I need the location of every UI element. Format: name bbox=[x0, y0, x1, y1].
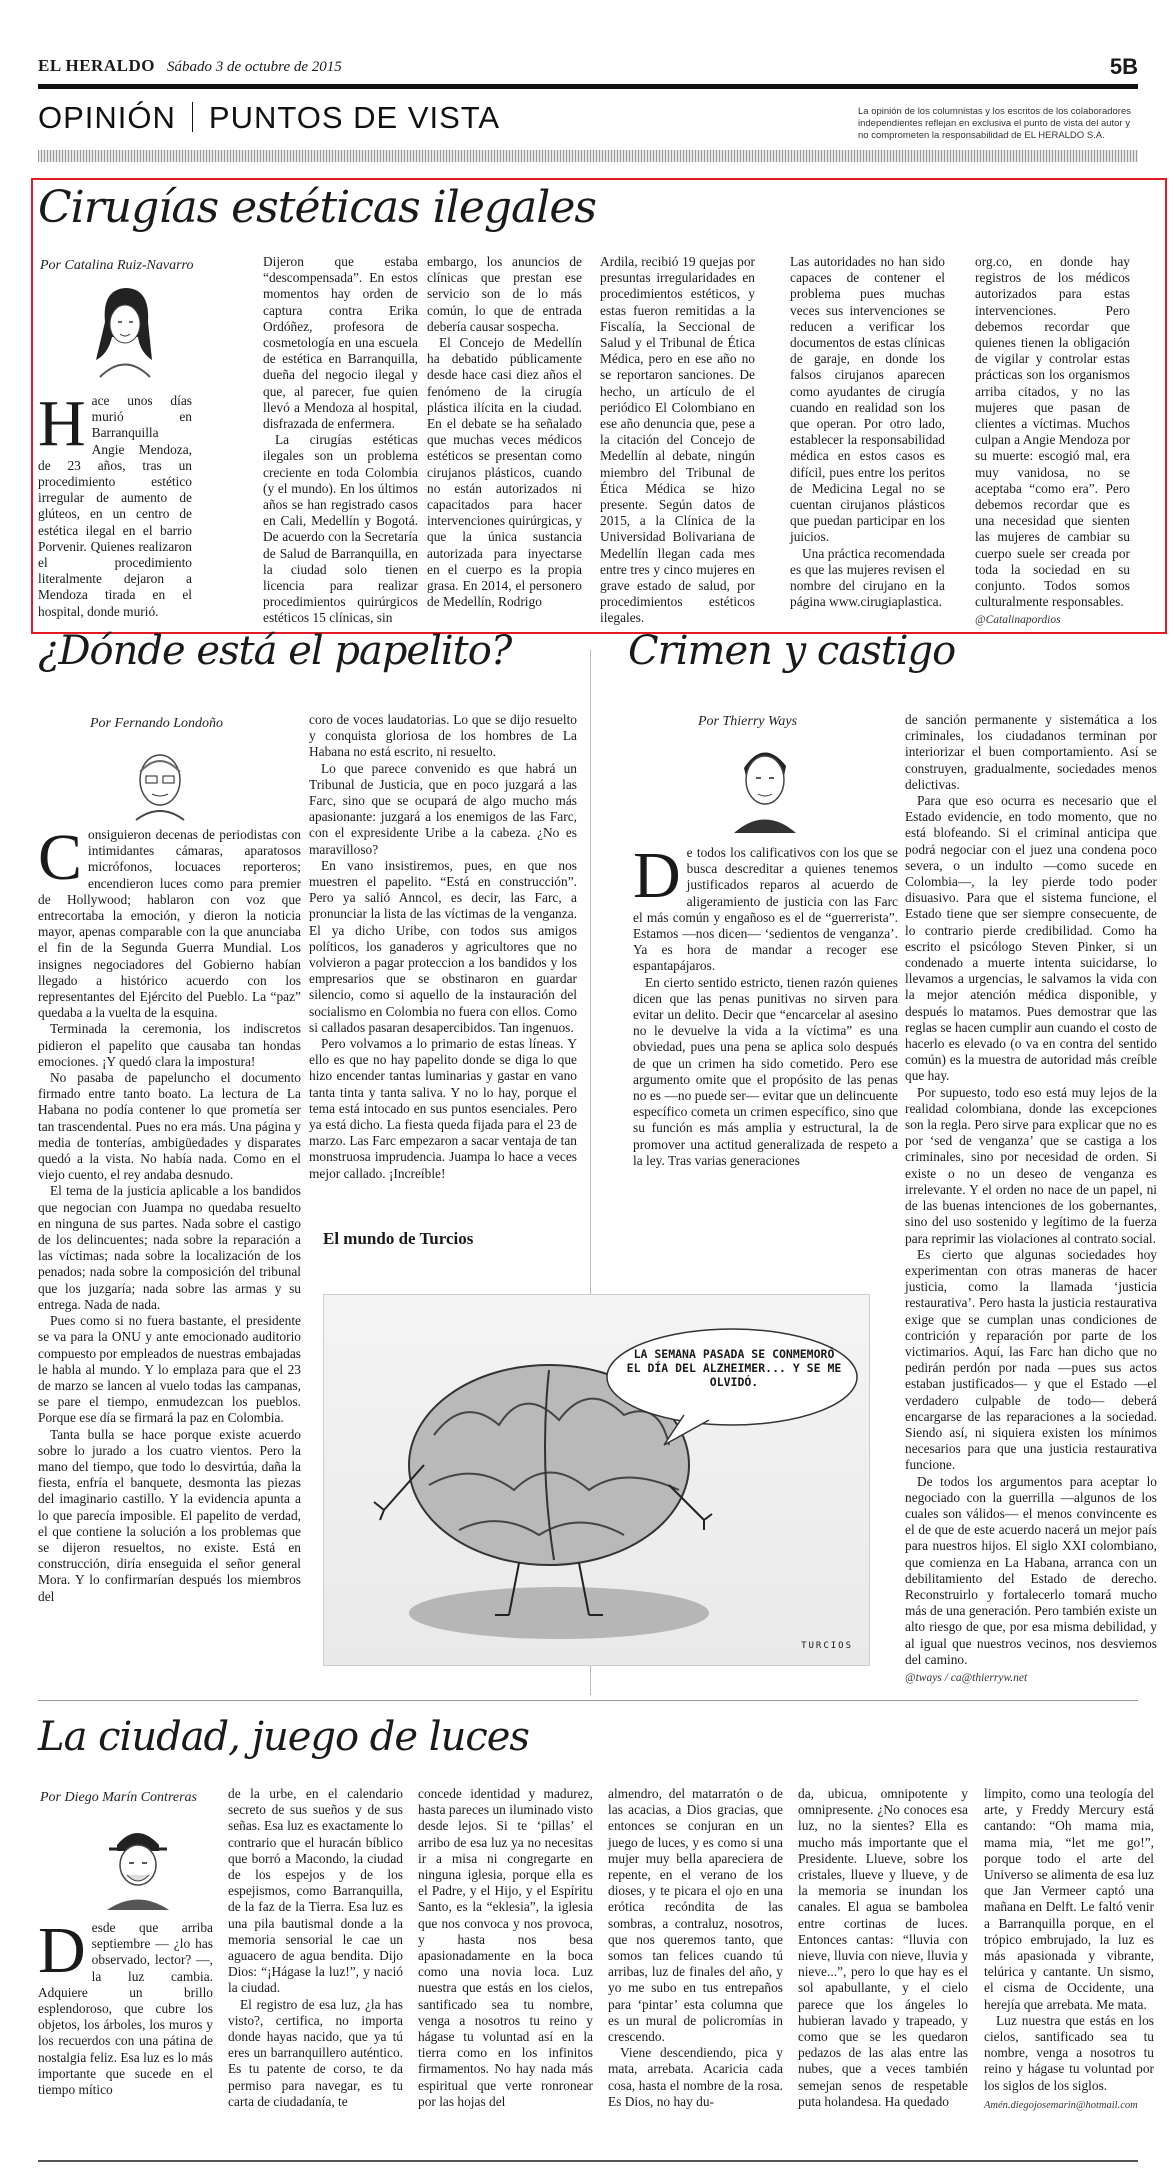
article-body-luces-col4 bbox=[608, 1786, 783, 2110]
page-number: 5B bbox=[1109, 54, 1138, 79]
paragraph: La cirugías estéticas ilegales son un problema creciente en toda Colombia (y el mundo). En los últimos años se han registrado casos en Cali, Medellín y Bogotá. De acuerdo con la Secretaría de Salud de Barranquilla, en la ciudad solo tienen licencia para realizar procedimientos quirúrgicos estéticos 15 clínicas, sin bbox=[263, 432, 418, 626]
paragraph: esde que arriba septiembre — ¿lo has observado, lector? —, la luz cambia. Adquiere un brillo esplendoroso, que cubre los objetos, los árboles, los muros y los recuerdos con una pátina de nostalgia feliz. Esa luz es lo más importante que sucede en el tiempo mítico bbox=[38, 1920, 213, 2098]
signature-cirugias: @Catalinapordios bbox=[975, 614, 1061, 627]
paragraph: Una práctica recomendada es que las mujeres revisen el nombre del cirujano en la página www.cirugiaplastica. bbox=[790, 545, 945, 610]
paragraph: En vano insistiremos, pues, en que nos muestren el papelito. “Está en construcción”. Pero ya salió Anncol, es decir, las Farc, a pronunciar la lista de las víctimas de la venganza. El ya dicho Uribe, con todos sus amigos políticos, los ganaderos y agricultores que no volvieron a pagar proteccion a los bandidos y los empresarios que se obstinaron en guardar silencio, como si aquello de la instauración del socialismo en Colombia no fuera con ellos. Como si callados pasaran desapercibidos. Tan ingenuos. bbox=[309, 857, 577, 1035]
paragraph: Terminada la ceremonia, los indiscretos pidieron el papelito que causaba tan hondas emociones. ¡Y quedó clara la impostura! bbox=[38, 1021, 301, 1069]
article-body-papelito-col2 bbox=[309, 712, 577, 1182]
article-body-luces-col5 bbox=[798, 1786, 968, 2110]
article-body-crimen-col1 bbox=[633, 839, 898, 1169]
paragraph: Lo que parece convenido es que habrá un Tribunal de Justicia, que en poco juzgará a las Farc, sino que se ocupará de algo mucho más apasionante: juzgará a los enemigos de las Farc, con el expresidente Uribe a la cabeza. ¿No es maravilloso? bbox=[309, 760, 577, 857]
author-portrait-luces bbox=[95, 1815, 180, 1910]
paragraph: Las autoridades no han sido capaces de contener el problema pues muchas veces sus intervenciones se reducen a verificar los documentos de estas clínicas de garaje, en donde los falsos cirujanos aparecen como ayudantes de cirugía cuando en realidad son los que operan. Por otro lado, establecer la responsabilidad médica en estos casos es difícil, pues entre los peritos de Medicina Legal no se cuentan cirujanos plásticos que puedan participar en los juicios. bbox=[790, 254, 945, 545]
paragraph: Por supuesto, todo eso está muy lejos de la realidad colombiana, donde las excepciones son la regla. Pero sirve para explicar que no es por ‘sed de venganza’ que se castiga a los criminales, sino por necesidad de orden. Si existe o no un deseo de venganza es irrelevante. Y el orden no nace de un papel, ni de las buenas intenciones de los gobernantes, sino del uso sostenido y legítimo de la fuerza para reprimir las violaciones al contrato social. bbox=[905, 1084, 1157, 1246]
article-body-cirugias-col1 bbox=[38, 387, 192, 620]
cartoon-image bbox=[323, 1294, 870, 1666]
paragraph: Pues como si no fuera bastante, el presidente se va para la ONU y ante emocionado auditorio compuesto por empleados de nuestras embajadas le habla al mundo. Y lo emplaza para que el 23 de marzo se lancen al vuelo todas las campanas, se pare el tiempo, enmudezcan los pueblos. Porque ese día se firmará la paz en Colombia. bbox=[38, 1313, 301, 1426]
section-name: OPINIÓN bbox=[38, 100, 176, 135]
paragraph: almendro, del matarratón o de las acacias, a Dios gracias, que entonces se conjuran en un juego de luces, y es como si una mujer muy bella apareciera de repente, en el verano de los dioses, y te picara el ojo en una erótica recóndita de las sombras, a contraluz, nosotros, que nos queremos tanto, que somos tan felices cuando tú arribas, luz de finales del año, y yo me subo en tus entrepaños para ‘pintar’ esta columna que es un mural de policromías in crescendo. bbox=[608, 1786, 783, 2045]
paragraph: da, ubicua, omnipotente y omnipresente. ¿No conoces esa luz, no la sientes? Ella es mucho más importante que el Presidente. Llueve, sobre los cristales, llueve y llueve, y de la memoria se inundan los canales. El agua se bambolea entre cortinas de luces. Entonces cantas: “lluvia con nieve, lluvia con nieve, lluvia y nieve...”, pero lo que hay es el sol apabullante, y el cielo parece que los ángeles lo hubieran lavado y trapeado, y como que se les quedaron pedazos de las alas entre las nubes, que a veces también semejan senos de respetable puta holandesa. Ha quedado bbox=[798, 1786, 968, 2109]
paragraph: ace unos días murió en Barranquilla Angie Mendoza, de 23 años, tras un procedimiento estético irregular de aumento de glúteos, en un centro de estética ilegal en el barrio Porvenir. Quienes realizaron el procedimiento literalmente dejaron a Mendoza tirada en el hospital, donde murió. bbox=[38, 393, 192, 619]
dropcap-cirugias: H bbox=[38, 387, 86, 460]
paragraph: Es cierto que algunas sociedades hoy experimentan con otras maneras de hacer justicia, como la llamada ‘justicia restaurativa’. Pero hasta la justicia restaurativa exige que se cumplan unas condiciones de contrición y reparación por parte de los victimarios. Aquí, las Farc han dicho que no pedirán perdón por nada —pues sus actos estaban justificados— y que el Estado —el verdadero culpable de todo— deberá encargarse de las reparaciones a la sociedad. Siendo así, ni siquiera existen los mínimos necesarios para que una justicia restaurativa funcione. bbox=[905, 1246, 1157, 1473]
signature-crimen: @tways / ca@thierryw.net bbox=[905, 1671, 1028, 1684]
section-divider bbox=[192, 102, 193, 132]
article-body-luces-col6 bbox=[984, 1786, 1154, 2114]
masthead bbox=[38, 56, 1138, 78]
byline-luces: Por Diego Marín Contreras bbox=[40, 1790, 197, 1805]
dropcap-crimen: D bbox=[633, 839, 681, 912]
article-body-cirugias-col2 bbox=[263, 254, 418, 627]
paragraph: Dijeron que estaba “descompensada”. En estos momentos hay orden de captura contra Erika Ordóñez, profesora de cosmetología en una escuela de estética en Barranquilla, dueña del negocio ilegal y que, al parecer, fue quien llevó a Mendoza al hospital, disfrazada de enfermera. bbox=[263, 254, 418, 432]
article-body-crimen-col2 bbox=[905, 712, 1157, 1686]
disclaimer: La opinión de los columnistas y los escritos de los colaboradores independientes reflejan en exclusiva el punto de vista del autor y no comprometen la responsabilidad de EL HERALDO S.A. bbox=[858, 106, 1132, 141]
paragraph: embargo, los anuncios de clínicas que prestan ese servicio son de lo más común, lo que de entrada debería causar sospecha. bbox=[427, 254, 582, 334]
paragraph: Viene descendiendo, pica y mata, arrebata. Acaricia cada cosa, hasta el nombre de la rosa. Es Dios, no hay du- bbox=[608, 2045, 783, 2109]
paragraph: El tema de la justicia aplicable a los bandidos que negocian con Juampa no quedaba resuelto en ninguna de sus partes. Nada sobre el castigo de los delincuentes; nada sobre la reparación a las víctimas; nada sobre la localización de los penados; nada sobre la composición del tribunal que los juzgaría; nada sobre las armas y su entrega. Nada de nada. bbox=[38, 1183, 301, 1312]
hatch-band bbox=[38, 150, 1138, 162]
dropcap-luces: D bbox=[38, 1914, 86, 1987]
section-divider-line bbox=[38, 1700, 1138, 1701]
issue-date: Sábado 3 de octubre de 2015 bbox=[166, 59, 342, 75]
paragraph: de la urbe, en el calendario secreto de sus sueños y de sus señas. Esa luz es exactamente lo contrario que el huracán bíblico que borró a Macondo, la ciudad de los espejos y de los espejismos, como Barranquilla, de la faz de la Tierra. Esa luz es una pila bautismal donde a la memoria sensorial le cae un aguacero de agua bendita. Dijo Dios: “¡Hágase la luz!”, y nació la ciudad. bbox=[228, 1786, 403, 1996]
section-subname: PUNTOS DE VISTA bbox=[208, 100, 501, 135]
byline-papelito: Por Fernando Londoño bbox=[90, 716, 223, 731]
article-body-cirugias-col6 bbox=[975, 254, 1130, 629]
newspaper-name: EL HERALDO bbox=[38, 56, 155, 75]
paragraph: Tanta bulla se hace porque existe acuerdo sobre lo jurado a los cuatro vientos. Pero la mano del tiempo, que todo lo desvirtúa, daña la fiesta, enfría el banquete, desmonta las piezas del imaginario castillo. Y la evidencia apunta a lo que parecía imposible. El papelito de verdad, el que contiene la solución a los problemas que se dijeron resueltos, no existe. Está en construcción, diría enseguida el señor general Mora. Y lo confirmarían después los miembros del bbox=[38, 1426, 301, 1604]
article-body-cirugias-col5 bbox=[790, 254, 945, 610]
article-body-luces-col1 bbox=[38, 1914, 213, 2098]
byline-crimen: Por Thierry Ways bbox=[698, 714, 798, 729]
paragraph: El registro de esa luz, ¿la has visto?, certifica, no importa donde hayas nacido, que ya tú eres un barranquillero auténtico. Es tu patente de corso, te da permiso para navegar, es tu carta de ciudadanía, te bbox=[228, 1996, 403, 2109]
paragraph: De todos los argumentos para aceptar lo negociado con la guerrilla —algunos de los cuales son válidos— el menos convincente es el de que de este acuerdo nacerá un mejor país para nuestros hijos. El siglo XXI colombiano, que comienza en La Habana, arranca con un debilitamiento del Estado de derecho. Reconstruirlo y fortalecerlo tomará mucho más de una generación. Pero también existe un alto riesgo de que, por esa misma debilidad, y al igual que nuestros vecinos, nos desviemos del camino. bbox=[905, 1473, 1157, 1667]
paragraph: Luz nuestra que estás en los cielos, santificado sea tu nombre, venga a nosotros tu reino y hágase tu voluntad por los siglos de los siglos. bbox=[984, 2012, 1154, 2093]
speech-bubble-text: LA SEMANA PASADA SE CONMEMORÓ EL DÍA DEL ALZHEIMER... Y SE ME OLVIDÓ. bbox=[626, 1347, 842, 1389]
article-title-luces: La ciudad, juego de luces bbox=[38, 1714, 529, 1760]
byline-cirugias: Por Catalina Ruiz-Navarro bbox=[40, 258, 194, 273]
author-portrait-papelito bbox=[118, 742, 203, 822]
cartoonist-signature: TURCIOS bbox=[801, 1641, 853, 1651]
article-body-cirugias-col4 bbox=[600, 254, 755, 627]
paragraph: limpito, como una teología del arte, y Freddy Mercury está cantando: “Oh mama mia, mama mia, “let me go!”, porque todo el arte del Universo se alimenta de esa luz que Jan Vermeer captó una mañana en Delft. Le faltó venir a Barranquilla porque, en el trópico embrujado, la luz es más apasionada y vibrante, telúrica y cantante. Un sismo, el cisma de Occidente, una herejía que arrebata. Me mata. bbox=[984, 1786, 1154, 2012]
section-header bbox=[38, 100, 500, 140]
paragraph: No pasaba de papeluncho el documento firmado entre tanto boato. La lectura de La Habana no podía contener lo que prometía ser tan trascendental. Pues no era más. Una página y media de tonterías, ambigüedades y disparates quedó a la vista. No había nada. Como en el viejo cuento, el rey andaba desnudo. bbox=[38, 1070, 301, 1183]
article-title-papelito: ¿Dónde está el papelito? bbox=[38, 628, 512, 674]
article-body-luces-col3 bbox=[418, 1786, 593, 2110]
article-title-cirugias: Cirugías estéticas ilegales bbox=[38, 182, 596, 233]
paragraph: El Concejo de Medellín ha debatido públicamente desde hace casi diez años el fenómeno de la cirugía plástica ilícita en la ciudad. En el debate se ha señalado que muchas veces médicos estéticos se presentan como cirujanos plásticos, cuando no están autorizados ni capacitados para hacer intervenciones quirúrgicas, y que la única sustancia autorizada para inyectarse en el cuerpo es la propia grasa. En 2014, el personero de Medellín, Rodrigo bbox=[427, 335, 582, 610]
article-body-papelito-col1 bbox=[38, 821, 301, 1605]
paragraph: En cierto sentido estricto, tienen razón quienes dicen que las penas punitivas no sirven para evitar un delito. Decir que “encarcelar al asesino no le devuelve la vida a la víctima” es una obviedad, pues una pena se aplica solo después de que un crimen ha sido cometido. Pero ese argumento omite que el propósito de las penas no es —no puede ser— evitar que un delincuente específico cometa un crimen específico, sino que su función es más amplia y estructural, la de promover una actitud generalizada de respeto a la ley. Tras varias generaciones bbox=[633, 974, 898, 1168]
signature-luces: Amén.diegojosemarin@hotmail.com bbox=[984, 2099, 1138, 2111]
paragraph: Pero volvamos a lo primario de estas líneas. Y ello es que no hay papelito donde se diga lo que hizo encender tantas luminarias y gastar en vano tanta tinta y tanta saliva. Y no lo hay, porque el tema está intocado en sus puntos esenciales. Pero ya está dicho. La fiesta queda fijada para el 23 de marzo. Las Farc empezaron a sacar ventaja de tan monstruosa imprudencia. Juampa lo hace a veces mejor callado. ¡Increíble! bbox=[309, 1036, 577, 1181]
cartoon-title: El mundo de Turcios bbox=[323, 1229, 474, 1248]
dropcap-papelito: C bbox=[38, 821, 83, 894]
paragraph: e todos los calificativos con los que se busca descreditar a quienes tenemos justificados reparos al acuerdo de aligeramiento de justicia con las Farc el más común y engañoso es el de “guerrerista”. Estamos —nos dicen— ‘sedientos de venganza’. Ya es hora de mandar a recoger ese espantapájaros. bbox=[633, 845, 898, 974]
paragraph: coro de voces laudatorias. Lo que se dijo resuelto y conquista gloriosa de los hombres de La Habana no está escrito, ni resuelto. bbox=[309, 712, 577, 760]
author-portrait-crimen bbox=[722, 738, 807, 833]
article-title-crimen: Crimen y castigo bbox=[628, 628, 956, 674]
paragraph: org.co, en donde hay registros de los médicos autorizados para estas intervenciones. Pero debemos recordar que quienes tienen la obligación de vigilar y controlar estas prácticas son los organismos arriba citados, y no las mujeres que pasan de clientes a víctimas. Muchos culpan a Angie Mendoza por su muerte: escogió mal, era muy vanidosa, no se aceptaba “como era”. Pero debemos recordar que es una necesidad que sienten las mujeres de cambiar su cuerpo suele ser creada por toda la sociedad en su conjunto. Todos somos culturalmente responsables. bbox=[975, 254, 1130, 610]
paragraph: Ardila, recibió 19 quejas por presuntas irregularidades en procedimientos estéticos, y estas fueron remitidas a la Fiscalía, la Seccional de Salud y el Tribunal de Ética Médica, pero en ese año no se reportaron sanciones. De hecho, un artículo de el periódico El Colombiano en ese año denuncia que, pese a la citación del Concejo de Medellín al debate, ningún miembro del Tribunal de Ética Médica se hizo presente. Según datos de 2015, a la Clínica de la Universidad Bolivariana de Medellín llegan cada mes entre tres y cinco mujeres en grave estado de salud, por procedimientos estéticos ilegales. bbox=[600, 254, 755, 626]
author-portrait-cirugias bbox=[80, 282, 170, 387]
article-body-luces-col2 bbox=[228, 1786, 403, 2110]
footer-rule bbox=[38, 2160, 1138, 2162]
masthead-rule bbox=[38, 84, 1138, 89]
paragraph: Para que eso ocurra es necesario que el Estado evidencie, en todo momento, que no está blofeando. Si el criminal anticipa que podrá negociar con el juez una condena poco severa, o un indulto —como sucede en Colombia—, la ley pierde todo poder disuasivo. Para que el sistema funcione, el Estado tiene que ser siempre consecuente, de lo contrario pierde credibilidad. Como ha escrito el psicólogo Steven Pinker, si un condenado a muerte intenta suicidarse, lo llevamos a urgencias, le salvamos la vida con la mejor atención médica disponible, y después lo matamos. Pues demostrar que las reglas se hacen cumplir aun cuando el costo de hacerlo es elevado (o va en contra del sentido común) es la muestra de autoridad más creíble que hay. bbox=[905, 793, 1157, 1084]
paragraph: de sanción permanente y sistemática a los criminales, los ciudadanos terminan por interiorizar el buen comportamiento. Así se construyen, gradualmente, sociedades menos delictivas. bbox=[905, 712, 1157, 792]
paragraph: concede identidad y madurez, hasta pareces un iluminado visto desde lejos. Si te ‘pillas’ el arribo de esa luz ya no necesitas ir a misa ni congregarte en ninguna iglesia, porque ella es el Padre, y el Hijo, y el Espíritu Santo, es la “eklesia”, la iglesia que nos convoca y nos provoca, y hasta nos besa apasionadamente en la boca como una novia loca. Luz nuestra que estás en los cielos, santificado sea tu nombre, venga a nosotros tu reino y hágase tu voluntad así en la tierra como en los infinitos firmamentos. No hay nada más espiritual que verte ronronear por las hojas del bbox=[418, 1786, 593, 2109]
article-body-cirugias-col3 bbox=[427, 254, 582, 610]
paragraph: onsiguieron decenas de periodistas con intimidantes cámaras, aparatosos micrófonos, locuaces reporteros; encendieron luces como para premier de Hollywood; hablaron con voz que entrecortaba la emoción, y dieron la noticia mayor, apenas comparable con la que anunciaba el fin de la Segunda Guerra Mundial. Los insignes negociadores del Gobierno habían llegado a histórico acuerdo con los representantes del Ejército del Pueblo. La “paz” quedaba a la vuelta de la esquina. bbox=[38, 827, 301, 1021]
